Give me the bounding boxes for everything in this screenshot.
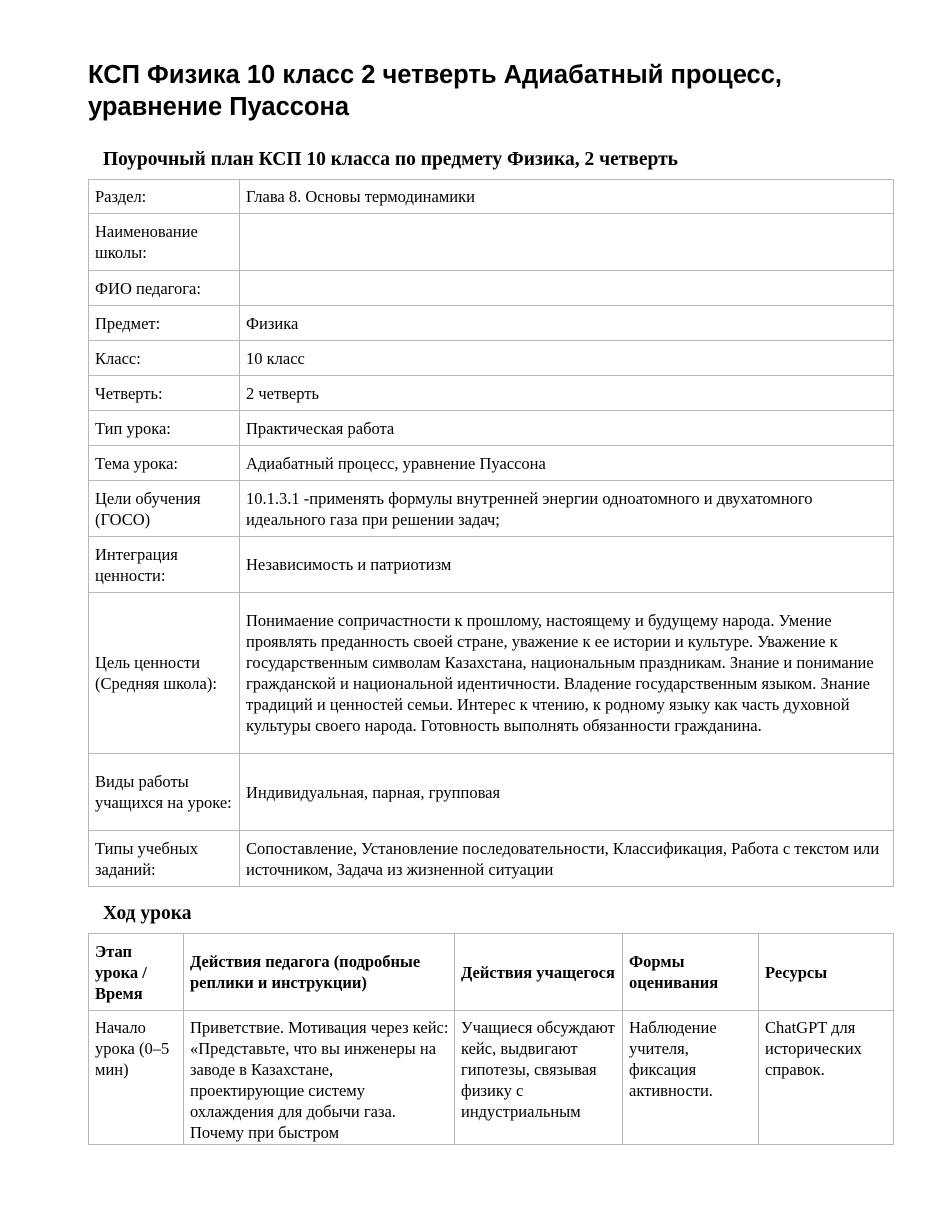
row-label: Класс: (89, 341, 240, 376)
row-value: 10 класс (240, 341, 894, 376)
table-row (89, 481, 894, 537)
row-value: Физика (240, 306, 894, 341)
table-row (89, 754, 894, 831)
row-label: Тип урока: (89, 411, 240, 446)
row-label: Предмет: (89, 306, 240, 341)
table-row (89, 1011, 894, 1145)
resources-cell (759, 1011, 894, 1145)
row-value: Независимость и патриотизм (240, 537, 894, 593)
table-row (89, 214, 894, 271)
assessment-text: Наблюдение учителя, фиксация активности. (629, 1018, 717, 1100)
column-header-assessment: Формы оценивания (623, 934, 759, 1011)
row-label: Типы учебных заданий: (89, 831, 240, 887)
lesson-course-table (88, 933, 894, 1145)
lesson-info-table (88, 179, 894, 887)
resources-text: ChatGPT для исторических справок. (765, 1018, 862, 1079)
row-label: Наименование школы: (89, 214, 240, 271)
row-label: Виды работы учащихся на уроке: (89, 754, 240, 831)
row-value: 10.1.3.1 -применять формулы внутренней энергии одноатомного и двухатомного идеального газа при решении задач; (240, 481, 894, 537)
course-heading: Ход урока (103, 903, 192, 924)
stage-cell (89, 1011, 184, 1145)
student-actions-text: Учащиеся обсуждают кейс, выдвигают гипотезы, связывая физику с индустриальным (461, 1018, 615, 1121)
table-row (89, 271, 894, 306)
column-header-student-actions: Действия учащегося (455, 934, 623, 1011)
row-label: Интеграция ценности: (89, 537, 240, 593)
row-label: Тема урока: (89, 446, 240, 481)
row-value (240, 214, 894, 271)
stage-text: Начало урока (0–5 мин) (95, 1018, 170, 1079)
column-header-resources: Ресурсы (759, 934, 894, 1011)
row-label: ФИО педагога: (89, 271, 240, 306)
row-label: Четверть: (89, 376, 240, 411)
assessment-cell (623, 1011, 759, 1145)
row-value: Понимаение сопричастности к прошлому, настоящему и будущему народа. Умение проявлять преданность своей стране, уважение к ее истории и культуре. Уважение к государственным символам Казахстана, национальным праздникам. Знание и понимание гражданской и национальной идентичности. Владение государственным языком. Знание традиций и ценностей семьи. Интерес к чтению, к родному языку как часть духовной культуры своего народа. Готовность выполнять обязанности гражданина. (240, 593, 894, 754)
table-row (89, 376, 894, 411)
document-title: КСП Физика 10 класс 2 четверть Адиабатный процесс, уравнение Пуассона (88, 61, 782, 121)
teacher-actions-text: Приветствие. Мотивация через кейс: «Представьте, что вы инженеры на заводе в Казахстане, проектирующие систему охлаждения для добычи газа. Почему при быстром (190, 1018, 449, 1142)
column-header-teacher-actions: Действия педагога (подробные реплики и инструкции) (184, 934, 455, 1011)
table-row (89, 446, 894, 481)
column-header-stage: Этап урока / Время (89, 934, 184, 1011)
row-label: Цели обучения (ГОСО) (89, 481, 240, 537)
table-row (89, 411, 894, 446)
row-label: Цель ценности (Средняя школа): (89, 593, 240, 754)
table-row (89, 831, 894, 887)
row-value: Сопоставление, Установление последовательности, Классификация, Работа с текстом или источником, Задача из жизненной ситуации (240, 831, 894, 887)
row-value (240, 271, 894, 306)
table-row (89, 180, 894, 214)
table-row (89, 306, 894, 341)
row-value: Глава 8. Основы термодинамики (240, 180, 894, 214)
table-header-row (89, 934, 894, 1011)
table-row (89, 593, 894, 754)
row-label: Раздел: (89, 180, 240, 214)
row-value: Практическая работа (240, 411, 894, 446)
student-actions-cell (455, 1011, 623, 1145)
table-row (89, 537, 894, 593)
teacher-actions-cell (184, 1011, 455, 1145)
plan-heading: Поурочный план КСП 10 класса по предмету Физика, 2 четверть (103, 149, 678, 170)
row-value: Индивидуальная, парная, групповая (240, 754, 894, 831)
table-row (89, 341, 894, 376)
row-value: Адиабатный процесс, уравнение Пуассона (240, 446, 894, 481)
row-value: 2 четверть (240, 376, 894, 411)
